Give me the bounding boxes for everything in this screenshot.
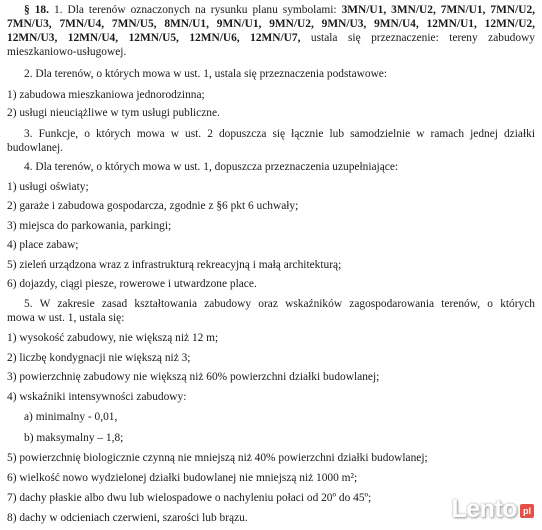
paragraph-1-line-2: [7, 17, 535, 31]
list-item: 1) wysokość zabudowy, nie większą niż 12 m;: [7, 332, 219, 344]
list-item: 8) dachy w odcieniach czerwieni, szarości lub brązu.: [7, 512, 248, 524]
list-item: 2) usługi nieuciążliwe w tym usługi publiczne.: [7, 107, 220, 119]
list-item: 1) zabudowa mieszkaniowa jednorodzinna;: [7, 89, 205, 101]
paragraph-3-line-1: 3. Funkcje, o których mowa w ust. 2 dopuszcza się łącznie lub samodzielnie w ramach jednej działki: [24, 128, 535, 140]
paragraph-1-text-2: ustala się przeznaczenie: tereny zabudowy: [300, 32, 535, 44]
list-subitem: b) maksymalny – 1,8;: [24, 432, 124, 444]
list-item: 6) dojazdy, ciągi piesze, rowerowe i utwardzone place.: [7, 278, 257, 290]
paragraph-1-line-3: [7, 31, 535, 45]
section-label: § 18.: [24, 4, 49, 16]
list-item: 4) wskaźniki intensywności zabudowy:: [7, 391, 187, 403]
list-item: 3) powierzchnię zabudowy nie większą niż 60% powierzchni działki budowlanej;: [7, 371, 380, 383]
watermark-badge: pl: [520, 504, 534, 518]
paragraph-1-text: 1. Dla terenów oznaczonych na rysunku planu symbolami:: [53, 4, 342, 16]
paragraph-1-line-1: [24, 3, 535, 17]
paragraph-3-line-2: budowlanej.: [7, 142, 63, 154]
paragraph-2: 2. Dla terenów, o których mowa w ust. 1, ustala się przeznaczenia podstawowe:: [24, 68, 388, 80]
symbol-codes-2: 7MN/U3, 7MN/U4, 7MN/U5, 8MN/U1, 9MN/U1, 9MN/U2, 9MN/U3, 9MN/U4, 12MN/U1, 12MN/U2,: [7, 18, 535, 30]
list-item: 7) dachy płaskie albo dwu lub wielospadowe o nachyleniu połaci od 20º do 45º;: [7, 492, 372, 504]
list-item: 5) powierzchnię biologicznie czynną nie mniejszą niż 40% powierzchni działki budowlanej;: [7, 452, 428, 464]
list-item: 1) usługi oświaty;: [7, 181, 89, 193]
paragraph-5-line-2: mowa w ust. 1, ustala się:: [7, 312, 125, 324]
list-item: 2) liczbę kondygnacji nie większą niż 3;: [7, 352, 191, 364]
list-subitem: a) minimalny - 0,01,: [24, 411, 118, 423]
list-item: 6) wielkość nowo wydzielonej działki budowlanej nie mniejszą niż 1000 m²;: [7, 472, 358, 484]
paragraph-5-line-1: 5. W zakresie zasad kształtowania zabudowy oraz wskaźników zagospodarowania terenów, o których: [24, 298, 535, 310]
paragraph-1-line-4: mieszkaniowo-usługowej.: [7, 46, 127, 58]
watermark-text: Lento: [451, 495, 517, 523]
symbol-codes-3: 12MN/U3, 12MN/U4, 12MN/U5, 12MN/U6, 12MN/U7,: [7, 32, 301, 44]
list-item: 5) zieleń urządzona wraz z infrastrukturą rekreacyjną i małą architekturą;: [7, 259, 342, 271]
paragraph-4: 4. Dla terenów, o których mowa w ust. 1, dopuszcza przeznaczenia uzupełniające:: [24, 161, 399, 173]
lento-watermark: [451, 497, 534, 522]
list-item: 2) garaże i zabudowa gospodarcza, zgodnie z §6 pkt 6 uchwały;: [7, 200, 299, 212]
list-item: 4) place zabaw;: [7, 239, 79, 251]
symbol-codes-1: 3MN/U1, 3MN/U2, 7MN/U1, 7MN/U2,: [341, 4, 535, 16]
list-item: 3) miejsca do parkowania, parkingi;: [7, 220, 172, 232]
